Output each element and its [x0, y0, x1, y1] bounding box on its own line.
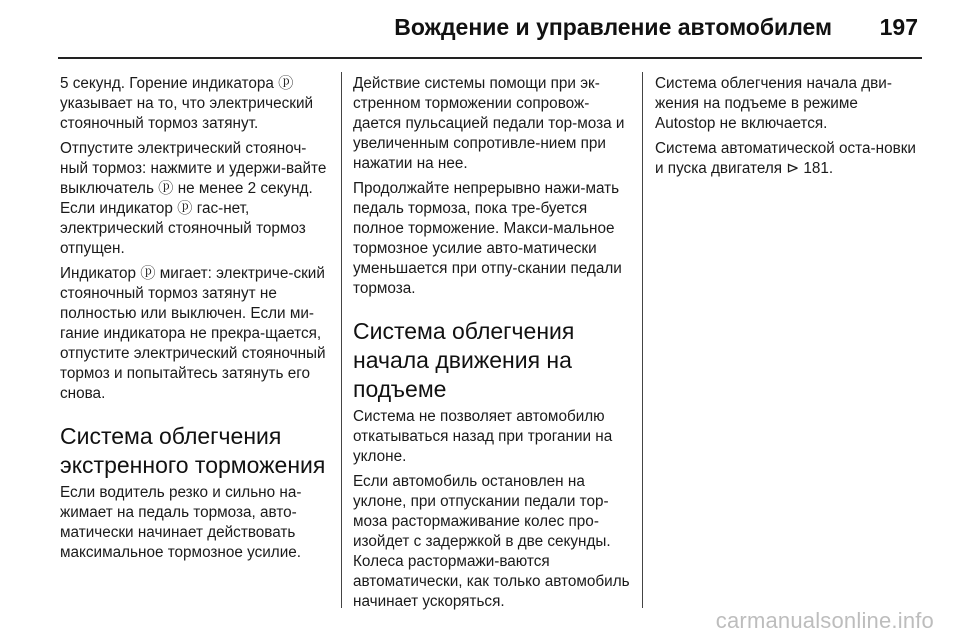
header-title: Вождение и управление автомобилем [394, 14, 832, 40]
paragraph: Система не позволяет автомобилю откатываться назад при трогании на уклоне. [353, 408, 613, 465]
paragraph: 5 секунд. Горение индикатора ⓟ указывает на то, что электрический стояночный тормоз затянут. [60, 75, 314, 132]
section-heading-emergency-braking: Система облегчения экстренного торможения [60, 423, 326, 478]
page-number: 197 [879, 14, 918, 40]
paragraph: Действие системы помощи при эк-стренном торможении сопровож-дается пульсацией педали тор-моза и увеличенным сопротивле-нием при нажатии на нее. [353, 75, 625, 172]
column-1 [60, 74, 330, 568]
paragraph-cross-reference: Система автоматической оста-новки и пуска двигателя ⊳ 181. [655, 140, 916, 177]
column-divider-2 [642, 72, 643, 608]
paragraph: Индикатор ⓟ мигает: электриче-ский стояночный тормоз затянут не полностью или выключен. Если ми-гание индикатора не прекра-щается, отпустите электрический стояночный тормоз и попытайтесь затянуть его снова. [60, 265, 326, 402]
section-heading-hill-start-assist: Система облегчения начала движения на подъеме [353, 318, 575, 402]
column-divider-1 [341, 72, 342, 608]
header-divider [58, 57, 922, 59]
paragraph: Если водитель резко и сильно на-жимает на педаль тормоза, авто-матически начинает действовать максимальное тормозное усилие. [60, 484, 302, 561]
paragraph: Отпустите электрический стояноч-ный тормоз: нажмите и удержи-вайте выключатель ⓟ не менее 2 секунд. Если индикатор ⓟ гас-нет, электрический стояночный тормоз отпущен. [60, 140, 327, 257]
column-3 [655, 74, 917, 184]
watermark: carmanualsonline.info [715, 608, 934, 633]
column-2 [353, 74, 631, 617]
page-header [0, 0, 960, 60]
paragraph: Если автомобиль остановлен на уклоне, при отпускании педали тор-моза растормаживание колес про-изойдет с задержкой в две секунды. Колеса растормажи-ваются автоматически, как только автомобиль начинает ускоряться. [353, 473, 630, 610]
paragraph: Продолжайте непрерывно нажи-мать педаль тормоза, пока тре-буется полное торможение. Макси-мальное тормозное усилие авто-матически уменьшается при отпу-скании педали тормоза. [353, 180, 622, 297]
paragraph: Система облегчения начала дви-жения на подъеме в режиме Autostop не включается. [655, 75, 892, 132]
